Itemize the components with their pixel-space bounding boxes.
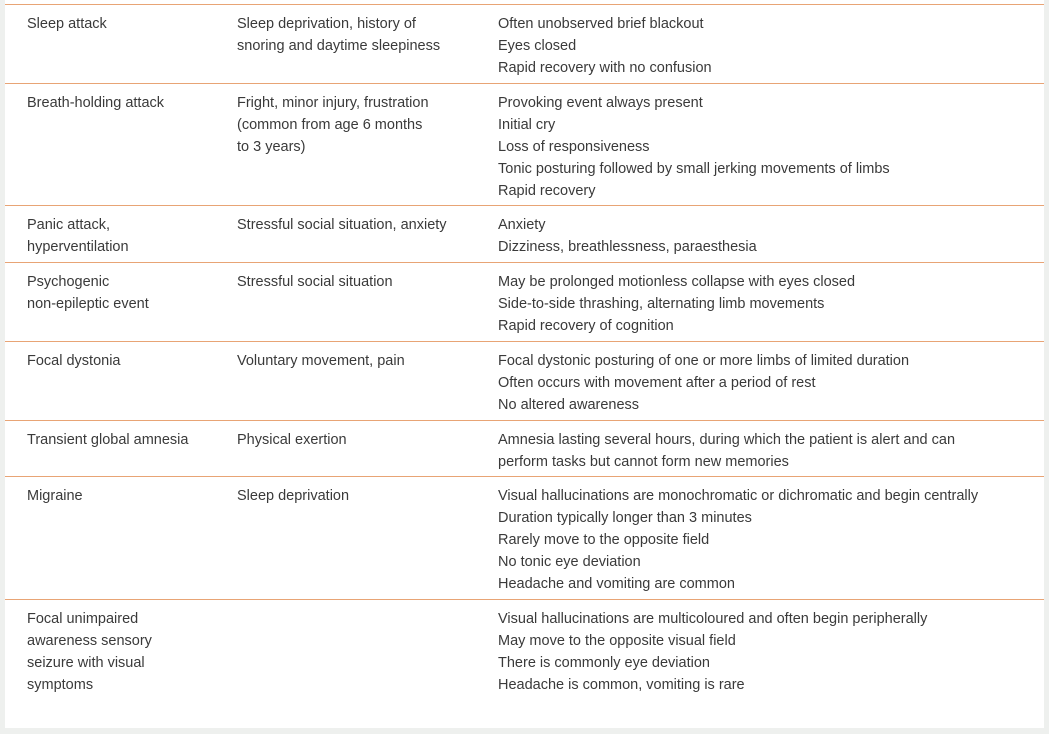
table-row — [5, 83, 1044, 205]
table-row — [5, 341, 1044, 420]
features-line: No altered awareness — [498, 397, 640, 413]
trigger-cell — [237, 263, 487, 293]
differential-diagnosis-table — [5, 4, 1044, 727]
condition-cell — [27, 206, 227, 258]
features-line: May be prolonged motionless collapse with eyes closed — [498, 274, 856, 290]
features-line: Eyes closed — [498, 38, 577, 54]
features-line: There is commonly eye deviation — [498, 655, 710, 671]
trigger-cell — [237, 342, 487, 372]
features-line: Provoking event always present — [498, 95, 703, 111]
features-cell — [498, 421, 1038, 473]
features-line: No tonic eye deviation — [498, 554, 641, 570]
trigger-line: Physical exertion — [237, 432, 347, 448]
features-line: Duration typically longer than 3 minutes — [498, 510, 752, 526]
trigger-line: to 3 years) — [237, 139, 306, 155]
features-line: Initial cry — [498, 117, 556, 133]
features-line: Visual hallucinations are monochromatic or dichromatic and begin centrally — [498, 488, 979, 504]
condition-line: awareness sensory — [27, 633, 152, 649]
features-line: Anxiety — [498, 217, 546, 233]
features-line: Often unobserved brief blackout — [498, 16, 704, 32]
features-cell — [498, 5, 1038, 79]
trigger-cell — [237, 84, 487, 158]
condition-line: Breath-holding attack — [27, 95, 165, 111]
features-line: Loss of responsiveness — [498, 139, 650, 155]
condition-line: Transient global amnesia — [27, 432, 189, 448]
features-line: Rarely move to the opposite field — [498, 532, 710, 548]
features-line: Visual hallucinations are multicoloured and often begin peripherally — [498, 611, 928, 627]
features-line: Often occurs with movement after a period of rest — [498, 375, 816, 391]
features-line: Amnesia lasting several hours, during which the patient is alert and can — [498, 432, 956, 448]
trigger-line: Sleep deprivation, history of — [237, 16, 416, 32]
trigger-line: (common from age 6 months — [237, 117, 423, 133]
condition-line: Panic attack, — [27, 217, 111, 233]
trigger-cell — [237, 5, 487, 57]
condition-cell — [27, 263, 227, 315]
features-line: Dizziness, breathlessness, paraesthesia — [498, 239, 757, 255]
trigger-line: Voluntary movement, pain — [237, 353, 405, 369]
table-row — [5, 262, 1044, 341]
condition-line: Sleep attack — [27, 16, 107, 32]
features-line: Headache and vomiting are common — [498, 576, 735, 592]
condition-cell — [27, 84, 227, 114]
trigger-line: Sleep deprivation — [237, 488, 350, 504]
features-line: perform tasks but cannot form new memories — [498, 454, 789, 470]
condition-line: non-epileptic event — [27, 296, 149, 312]
trigger-cell — [237, 477, 487, 507]
condition-cell — [27, 600, 227, 696]
features-line: Rapid recovery — [498, 183, 596, 199]
trigger-cell — [237, 206, 487, 236]
features-cell — [498, 477, 1038, 595]
table-row — [5, 420, 1044, 476]
features-line: Rapid recovery of cognition — [498, 318, 674, 334]
trigger-line: Fright, minor injury, frustration — [237, 95, 429, 111]
trigger-line: Stressful social situation, anxiety — [237, 217, 447, 233]
features-cell — [498, 263, 1038, 337]
features-line: Side-to-side thrashing, alternating limb movements — [498, 296, 825, 312]
condition-cell — [27, 5, 227, 35]
features-cell — [498, 342, 1038, 416]
condition-cell — [27, 477, 227, 507]
trigger-cell — [237, 600, 487, 608]
features-line: May move to the opposite visual field — [498, 633, 736, 649]
table-row — [5, 4, 1044, 83]
condition-line: symptoms — [27, 677, 94, 693]
condition-line: Focal dystonia — [27, 353, 121, 369]
trigger-cell — [237, 421, 487, 451]
condition-cell — [27, 421, 227, 451]
features-line: Rapid recovery with no confusion — [498, 60, 712, 76]
trigger-line: Stressful social situation — [237, 274, 393, 290]
trigger-line: snoring and daytime sleepiness — [237, 38, 441, 54]
features-cell — [498, 600, 1038, 696]
features-line: Focal dystonic posturing of one or more limbs of limited duration — [498, 353, 910, 369]
table-row — [5, 205, 1044, 262]
table-row — [5, 599, 1044, 727]
features-cell — [498, 84, 1038, 202]
condition-line: Psychogenic — [27, 274, 110, 290]
features-cell — [498, 206, 1038, 258]
condition-line: hyperventilation — [27, 239, 129, 255]
features-line: Tonic posturing followed by small jerking movements of limbs — [498, 161, 890, 177]
document-page — [5, 0, 1044, 728]
condition-line: Focal unimpaired — [27, 611, 139, 627]
condition-line: Migraine — [27, 488, 83, 504]
condition-line: seizure with visual — [27, 655, 145, 671]
condition-cell — [27, 342, 227, 372]
table-row — [5, 476, 1044, 599]
features-line: Headache is common, vomiting is rare — [498, 677, 745, 693]
